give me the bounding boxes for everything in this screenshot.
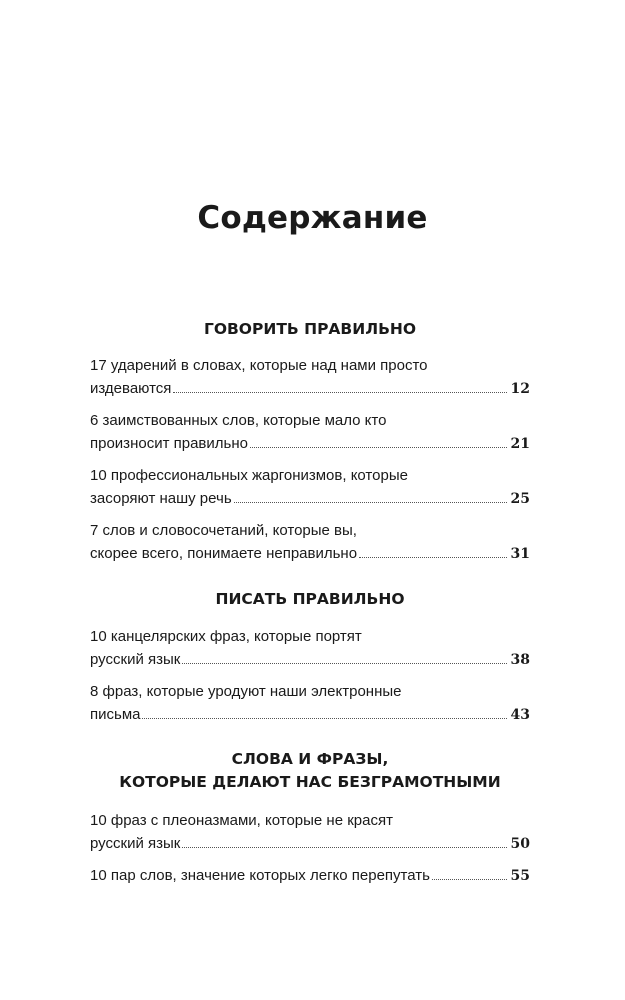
section-heading-line: ПИСАТЬ ПРАВИЛЬНО: [215, 590, 405, 608]
section-heading: [90, 588, 530, 611]
toc-entry[interactable]: [90, 680, 530, 727]
entry-title-line-1: 6 заимствованных слов, которые мало кто: [90, 412, 387, 429]
page-number: 50: [510, 836, 530, 852]
entry-title-line-2: скорее всего, понимаете неправильно: [90, 545, 358, 562]
page-number: 43: [510, 707, 530, 723]
toc-entry[interactable]: [90, 464, 530, 511]
entry-title-line-1: 10 профессиональных жаргонизмов, которые: [90, 467, 408, 484]
dot-leader: [234, 502, 507, 503]
toc-entry[interactable]: [90, 354, 530, 401]
entry-title-line-1: 8 фраз, которые уродуют наши электронные: [90, 683, 402, 700]
page-number: 21: [510, 436, 530, 452]
entry-title-line-1: 10 фраз с плеоназмами, которые не красят: [90, 812, 393, 829]
page-number: 55: [510, 868, 530, 884]
section-heading-line: СЛОВА И ФРАЗЫ,: [231, 750, 389, 768]
dot-leader: [182, 663, 506, 664]
entry-title-line-2: русский язык: [90, 835, 181, 852]
toc-entry[interactable]: [90, 864, 530, 888]
page-number: 12: [510, 381, 530, 397]
toc-entry[interactable]: [90, 409, 530, 456]
section-heading-line: ГОВОРИТЬ ПРАВИЛЬНО: [203, 320, 417, 338]
table-of-contents: [90, 318, 530, 896]
entry-title-line-2: засоряют нашу речь: [90, 490, 232, 507]
dot-leader: [173, 392, 506, 393]
entry-title-line-2: произносит правильно: [90, 435, 248, 452]
toc-section-speak-correctly: [90, 318, 530, 566]
section-heading-line: КОТОРЫЕ ДЕЛАЮТ НАС БЕЗГРАМОТНЫМИ: [119, 773, 501, 791]
toc-section-words-and-phrases: [90, 748, 530, 888]
entry-title-line-2: издеваются: [90, 380, 172, 397]
dot-leader: [432, 879, 507, 880]
entry-title-line-1: 10 канцелярских фраз, которые портят: [90, 628, 362, 645]
dot-leader: [182, 847, 506, 848]
page-number: 31: [510, 546, 530, 562]
section-heading: [90, 748, 530, 794]
toc-entry[interactable]: [90, 625, 530, 672]
page-title: Содержание: [197, 200, 428, 236]
dot-leader: [359, 557, 506, 558]
entry-title-line-1: 17 ударений в словах, которые над нами просто: [90, 357, 428, 374]
toc-entry[interactable]: [90, 519, 530, 566]
page-number: 25: [510, 491, 530, 507]
dot-leader: [250, 447, 507, 448]
entry-title-line-2: русский язык: [90, 651, 181, 668]
entry-title-line-2: письма: [90, 706, 141, 723]
dot-leader: [142, 718, 506, 719]
page-number: 38: [510, 652, 530, 668]
entry-title-line-1: 7 слов и словосочетаний, которые вы,: [90, 522, 357, 539]
entry-title-line-2: 10 пар слов, значение которых легко перепутать: [90, 867, 430, 884]
section-heading: [90, 318, 530, 341]
toc-entry[interactable]: [90, 809, 530, 856]
toc-section-write-correctly: [90, 588, 530, 727]
